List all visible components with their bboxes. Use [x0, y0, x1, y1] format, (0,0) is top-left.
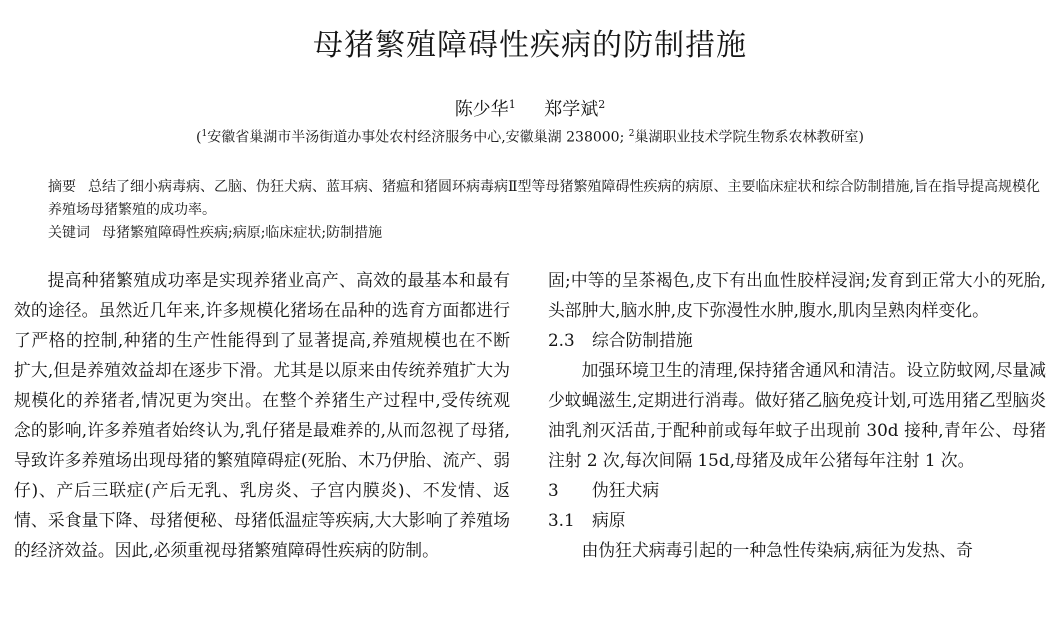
affiliation-mark: 2 — [628, 129, 635, 139]
affiliation-2: 巢湖职业技术学院生物系农林教研室 — [634, 129, 859, 146]
author-name: 陈少华 — [454, 99, 509, 120]
affiliation-1: 安徽省巢湖市半汤街道办事处农村经济服务中心,安徽巢湖 238000; — [207, 129, 625, 146]
affiliation-mark: 1 — [201, 129, 208, 139]
prevention-paragraph: 加强环境卫生的清理,保持猪舍通风和清洁。设立防蚊网,尽量减少蚊蝇滋生,定期进行消毒。做好猪乙脑免疫计划,可选用猪乙型脑炎油乳剂灭活苗,于配种前或每年蚊子出现前 30d 接种,青年公、母猪注射 2 次,每次间隔 15d,母猪及成年公猪每年注射 1 次。 — [548, 360, 1046, 470]
section-number: 3.1 — [548, 510, 575, 530]
section-title: 病原 — [592, 510, 626, 530]
section-number: 2.3 — [548, 330, 575, 350]
intro-paragraph: 提高种猪繁殖成功率是实现养猪业高产、高效的最基本和最有效的途径。虽然近几年来,许多规模化猪场在品种的选育方面都进行了严格的控制,种猪的生产性能得到了显著提高,养殖规模也在不断扩大,但是养殖效益却在逐步下滑。尤其是以原来由传统养殖扩大为规模化的养猪者,情况更为突出。在整个养猪生产过程中,受传统观念的影响,许多养殖者始终认为,乳仔猪是最难养的,从而忽视了母猪,导致许多养殖场出现母猪的繁殖障碍症(死胎、木乃伊胎、流产、弱仔)、产后三联症(产后无乳、乳房炎、子宫内膜炎)、不发情、返情、采食量下降、母猪便秘、母猪低温症等疾病,大大影响了养殖场的经济效益。因此,必须重视母猪繁殖障碍性疾病的防制。 — [14, 270, 510, 560]
author-affiliation-mark: 1 — [508, 98, 516, 111]
abstract-block — [14, 176, 1046, 245]
abstract-label: 摘要 — [48, 179, 76, 195]
article-title: 母猪繁殖障碍性疾病的防制措施 — [313, 28, 747, 63]
section-heading-3-1 — [548, 505, 1046, 535]
abstract-text: 总结了细小病毒病、乙脑、伪狂犬病、蓝耳病、猪瘟和猪圆环病毒病Ⅱ型等母猪繁殖障碍性疾病的病原、主要临床症状和综合防制措施,旨在指导提高规模化养殖场母猪繁殖的成功率。 — [48, 179, 1040, 218]
section-heading-2-3 — [548, 325, 1046, 355]
pathogen-paragraph: 由伪狂犬病毒引起的一种急性传染病,病征为发热、奇 — [581, 540, 973, 560]
continued-paragraph: 固;中等的呈茶褐色,皮下有出血性胶样浸润;发育到正常大小的死胎,头部肿大,脑水肿,皮下弥漫性水肿,腹水,肌肉呈熟肉样变化。 — [548, 270, 1046, 320]
keywords-label: 关键词 — [48, 225, 90, 241]
keywords-paragraph — [14, 222, 1046, 245]
section-title: 伪狂犬病 — [592, 480, 660, 500]
section-number: 3 — [548, 480, 559, 500]
section-title: 综合防制措施 — [592, 330, 693, 350]
affiliation-open-paren: ( — [196, 129, 202, 146]
right-column — [548, 265, 1046, 565]
author-affiliation-mark: 2 — [598, 98, 606, 111]
left-column — [14, 265, 510, 565]
section-heading-3 — [548, 475, 1046, 505]
author-name: 郑学斌 — [544, 99, 599, 120]
abstract-paragraph — [14, 176, 1046, 222]
keywords-text: 母猪繁殖障碍性疾病;病原;临床症状;防制措施 — [102, 225, 383, 241]
author-line — [0, 92, 1060, 123]
affiliation-close-paren: ) — [858, 129, 864, 146]
affiliation-line — [0, 123, 1060, 149]
